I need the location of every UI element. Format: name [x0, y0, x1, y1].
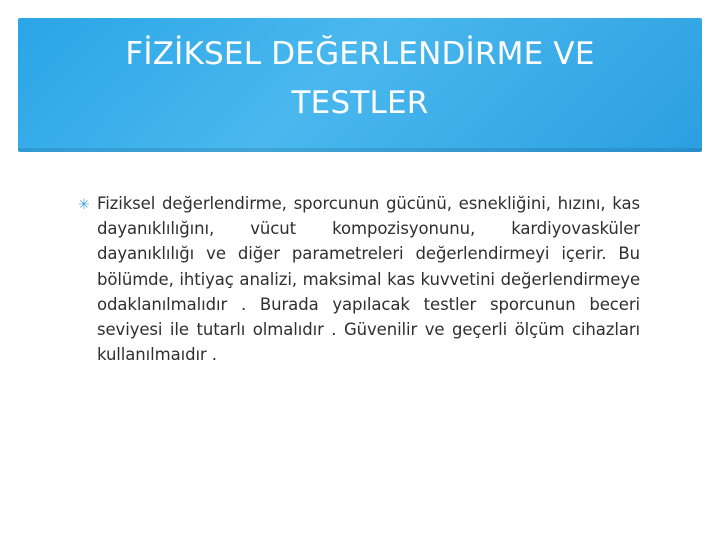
slide-title-line-1: FİZİKSEL DEĞERLENDİRME VE — [125, 36, 595, 72]
title-band — [18, 18, 702, 152]
bullet-item — [78, 191, 640, 367]
bullet-text: Fiziksel değerlendirme, sporcunun gücünü, esnekliğini, hızını, kas dayanıklılığını, vücut kompozisyonunu, kardiyovasküler dayanıklılığı ve diğer parametreleri değerlendirmeyi içerir. Bu bölümde, ihtiyaç analizi, maksimal kas kuvvetini değerlendirmeye odaklanılmalıdır . Burada yapılacak testler sporcunun beceri seviyesi ile tutarlı olmalıdır . Güvenilir ve geçerli ölçüm cihazları kullanılmaıdır . — [97, 194, 640, 365]
asterisk-bullet-icon: ✳ — [78, 197, 90, 213]
slide-title — [18, 30, 702, 128]
slide-title-line-2: TESTLER — [291, 85, 429, 121]
